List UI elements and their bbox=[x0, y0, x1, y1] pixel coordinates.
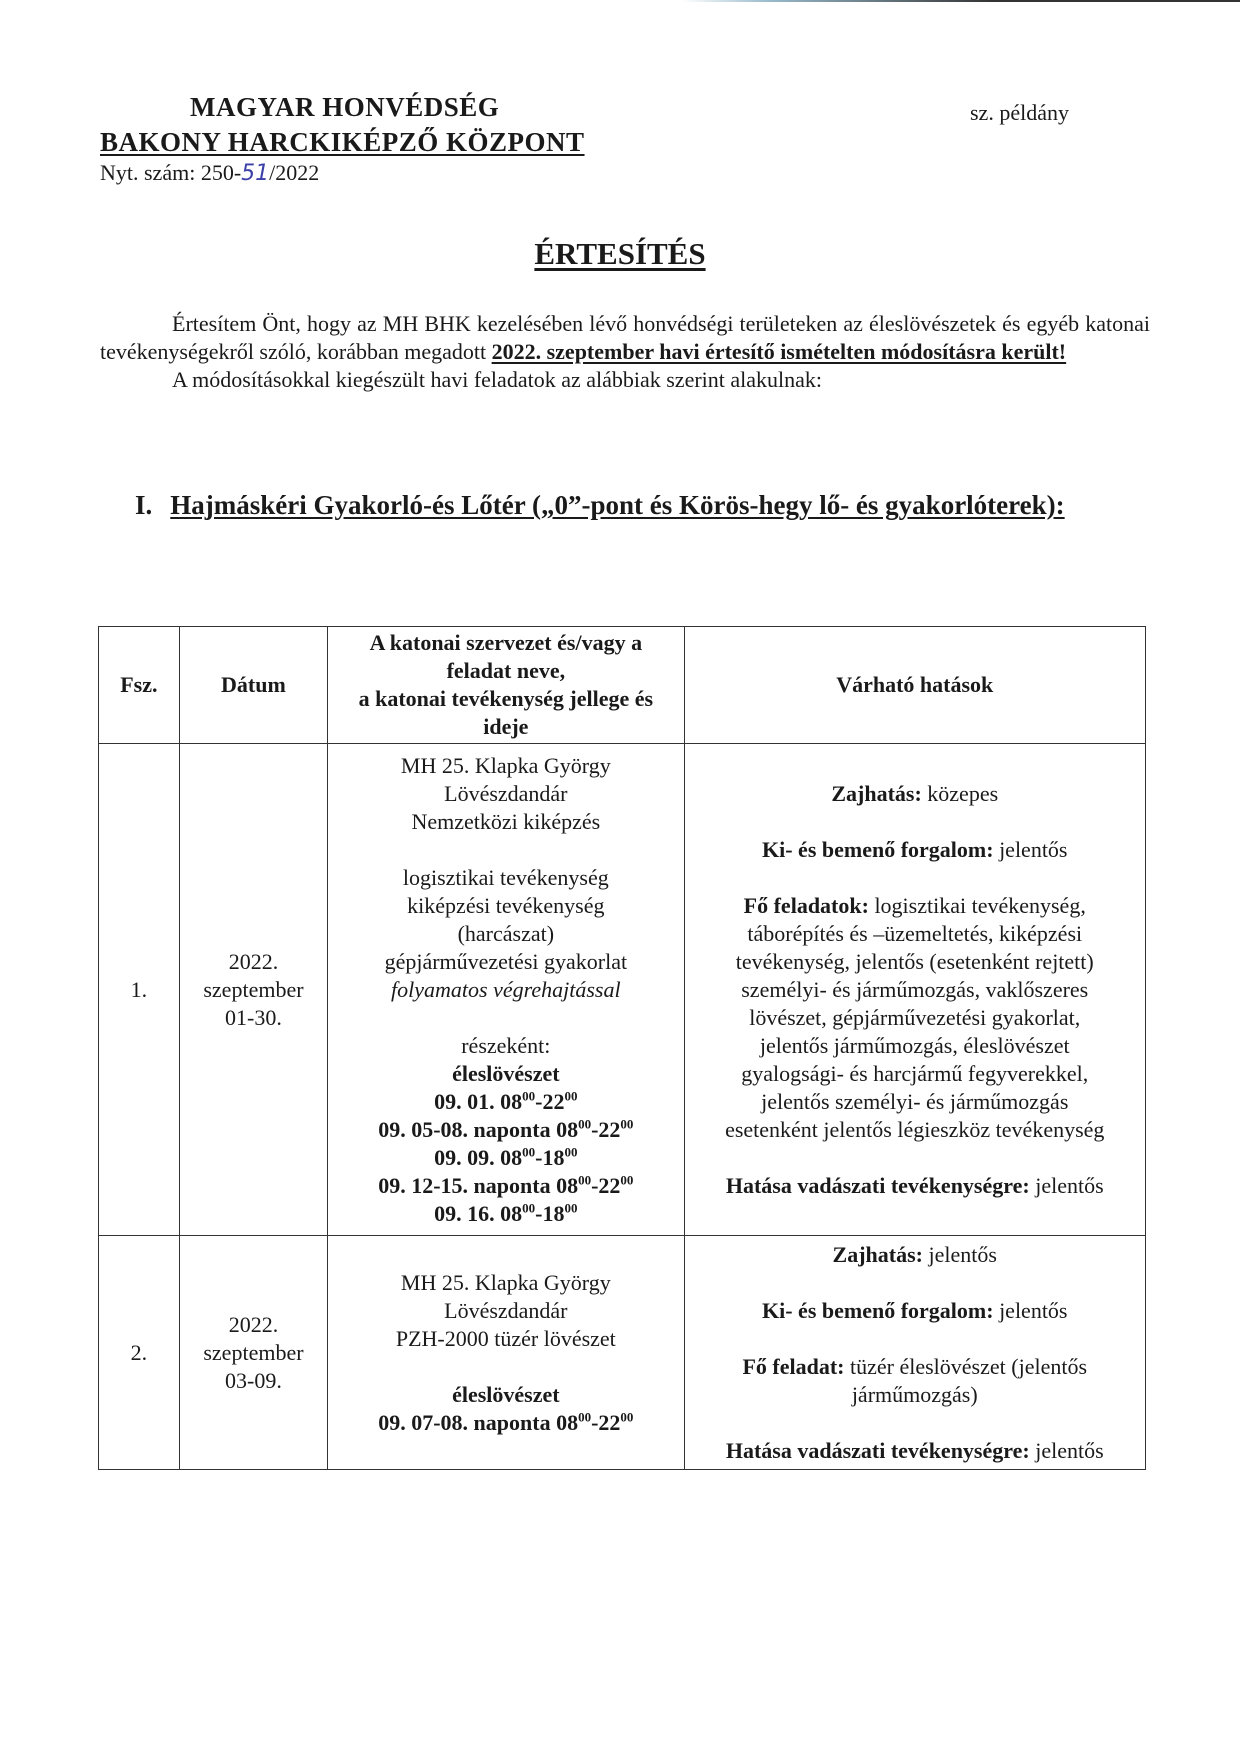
header-unit: A katonai szervezet és/vagy a feladat neve, a katonai tevékenység jellege és ideje bbox=[328, 627, 684, 744]
reference-handwritten-number: 51 bbox=[241, 161, 270, 186]
reference-prefix: Nyt. szám: 250- bbox=[100, 160, 242, 185]
copy-label: sz. példány bbox=[970, 100, 1069, 125]
table-header-row bbox=[99, 627, 1146, 744]
section-heading: I. Hajmáskéri Gyakorló-és Lőtér („0”-pont és Körös-hegy lő- és gyakorlóterek): bbox=[135, 490, 1065, 520]
table-row bbox=[99, 744, 1146, 1236]
row-number: 1. bbox=[99, 744, 180, 1236]
reference-number bbox=[100, 160, 319, 186]
document-title: ÉRTESÍTÉS bbox=[534, 236, 706, 271]
header-fsz: Fsz. bbox=[99, 627, 180, 744]
row-date: 2022. szeptember 01-30. bbox=[179, 744, 327, 1236]
modification-notice: 2022. szeptember havi értesítő ismételten módosításra került! bbox=[491, 339, 1067, 364]
intro-paragraph: Értesítem Önt, hogy az MH BHK kezelésében lévő honvédségi területeken az éleslövészetek és egyéb katonai tevékenységekről szóló, korábban megadott 2022. szeptember havi értesítő ismételten módosításra került! bbox=[100, 311, 1150, 364]
schedule-table bbox=[98, 626, 1146, 1470]
row-effects: Zajhatás: közepes Ki- és bemenő forgalom: jelentős Fő feladatok: logisztikai tevékenység, táborépítés és –üzemeltetés, kiképzési tevékenység, jelentős (esetenként rejtett) személyi- és járműmozgás, vaklőszeres lövészet, gépjárművezetési gyakorlat, jelentős járműmozgás, éleslövészet gyalogsági- és harcjármű fegyverekkel, jelentős személyi- és járműmozgás esetenként jelentős légieszköz tevékenység Hatása vadászati tevékenységre: jelentős bbox=[684, 744, 1146, 1236]
header-effects: Várható hatások bbox=[684, 627, 1146, 744]
row-unit-activity: MH 25. Klapka György Lövészdandár PZH-2000 tüzér lövészet éleslövészet 09. 07-08. naponta $08^{00}-22^{00}$ bbox=[328, 1236, 684, 1470]
row-effects: Zajhatás: jelentős Ki- és bemenő forgalom: jelentős Fő feladat: tüzér éleslövészet (jelentős járműmozgás) Hatása vadászati tevékenységre: jelentős bbox=[684, 1236, 1146, 1470]
row-unit-activity: MH 25. Klapka György Lövészdandár Nemzetközi kiképzés logisztikai tevékenység kiképzési tevékenység (harcászat) gépjárművezetési gyakorlat folyamatos végrehajtással részeként: éleslövészet 09. 01. $08^{00}-22^{00}$ 09. 05-08. naponta $08^{00}-22^{00}$ 09. 09. $08^{00}-18^{00}$ 09. 12-15. naponta $08^{00}-22^{00}$ 09. 16. $08^{00}-18^{00}$ bbox=[328, 744, 684, 1236]
table-row bbox=[99, 1236, 1146, 1470]
header-date: Dátum bbox=[179, 627, 327, 744]
scan-top-edge bbox=[0, 0, 1240, 2]
organization-name: MAGYAR HONVÉDSÉG bbox=[190, 92, 500, 122]
row-number: 2. bbox=[99, 1236, 180, 1470]
intro-text bbox=[100, 310, 1150, 394]
row-date: 2022. szeptember 03-09. bbox=[179, 1236, 327, 1470]
reference-suffix: /2022 bbox=[269, 160, 320, 185]
intro-paragraph-2: A módosításokkal kiegészült havi feladatok az alábbiak szerint alakulnak: bbox=[172, 367, 823, 392]
organization-unit: BAKONY HARCKIKÉPZŐ KÖZPONT bbox=[100, 127, 585, 157]
